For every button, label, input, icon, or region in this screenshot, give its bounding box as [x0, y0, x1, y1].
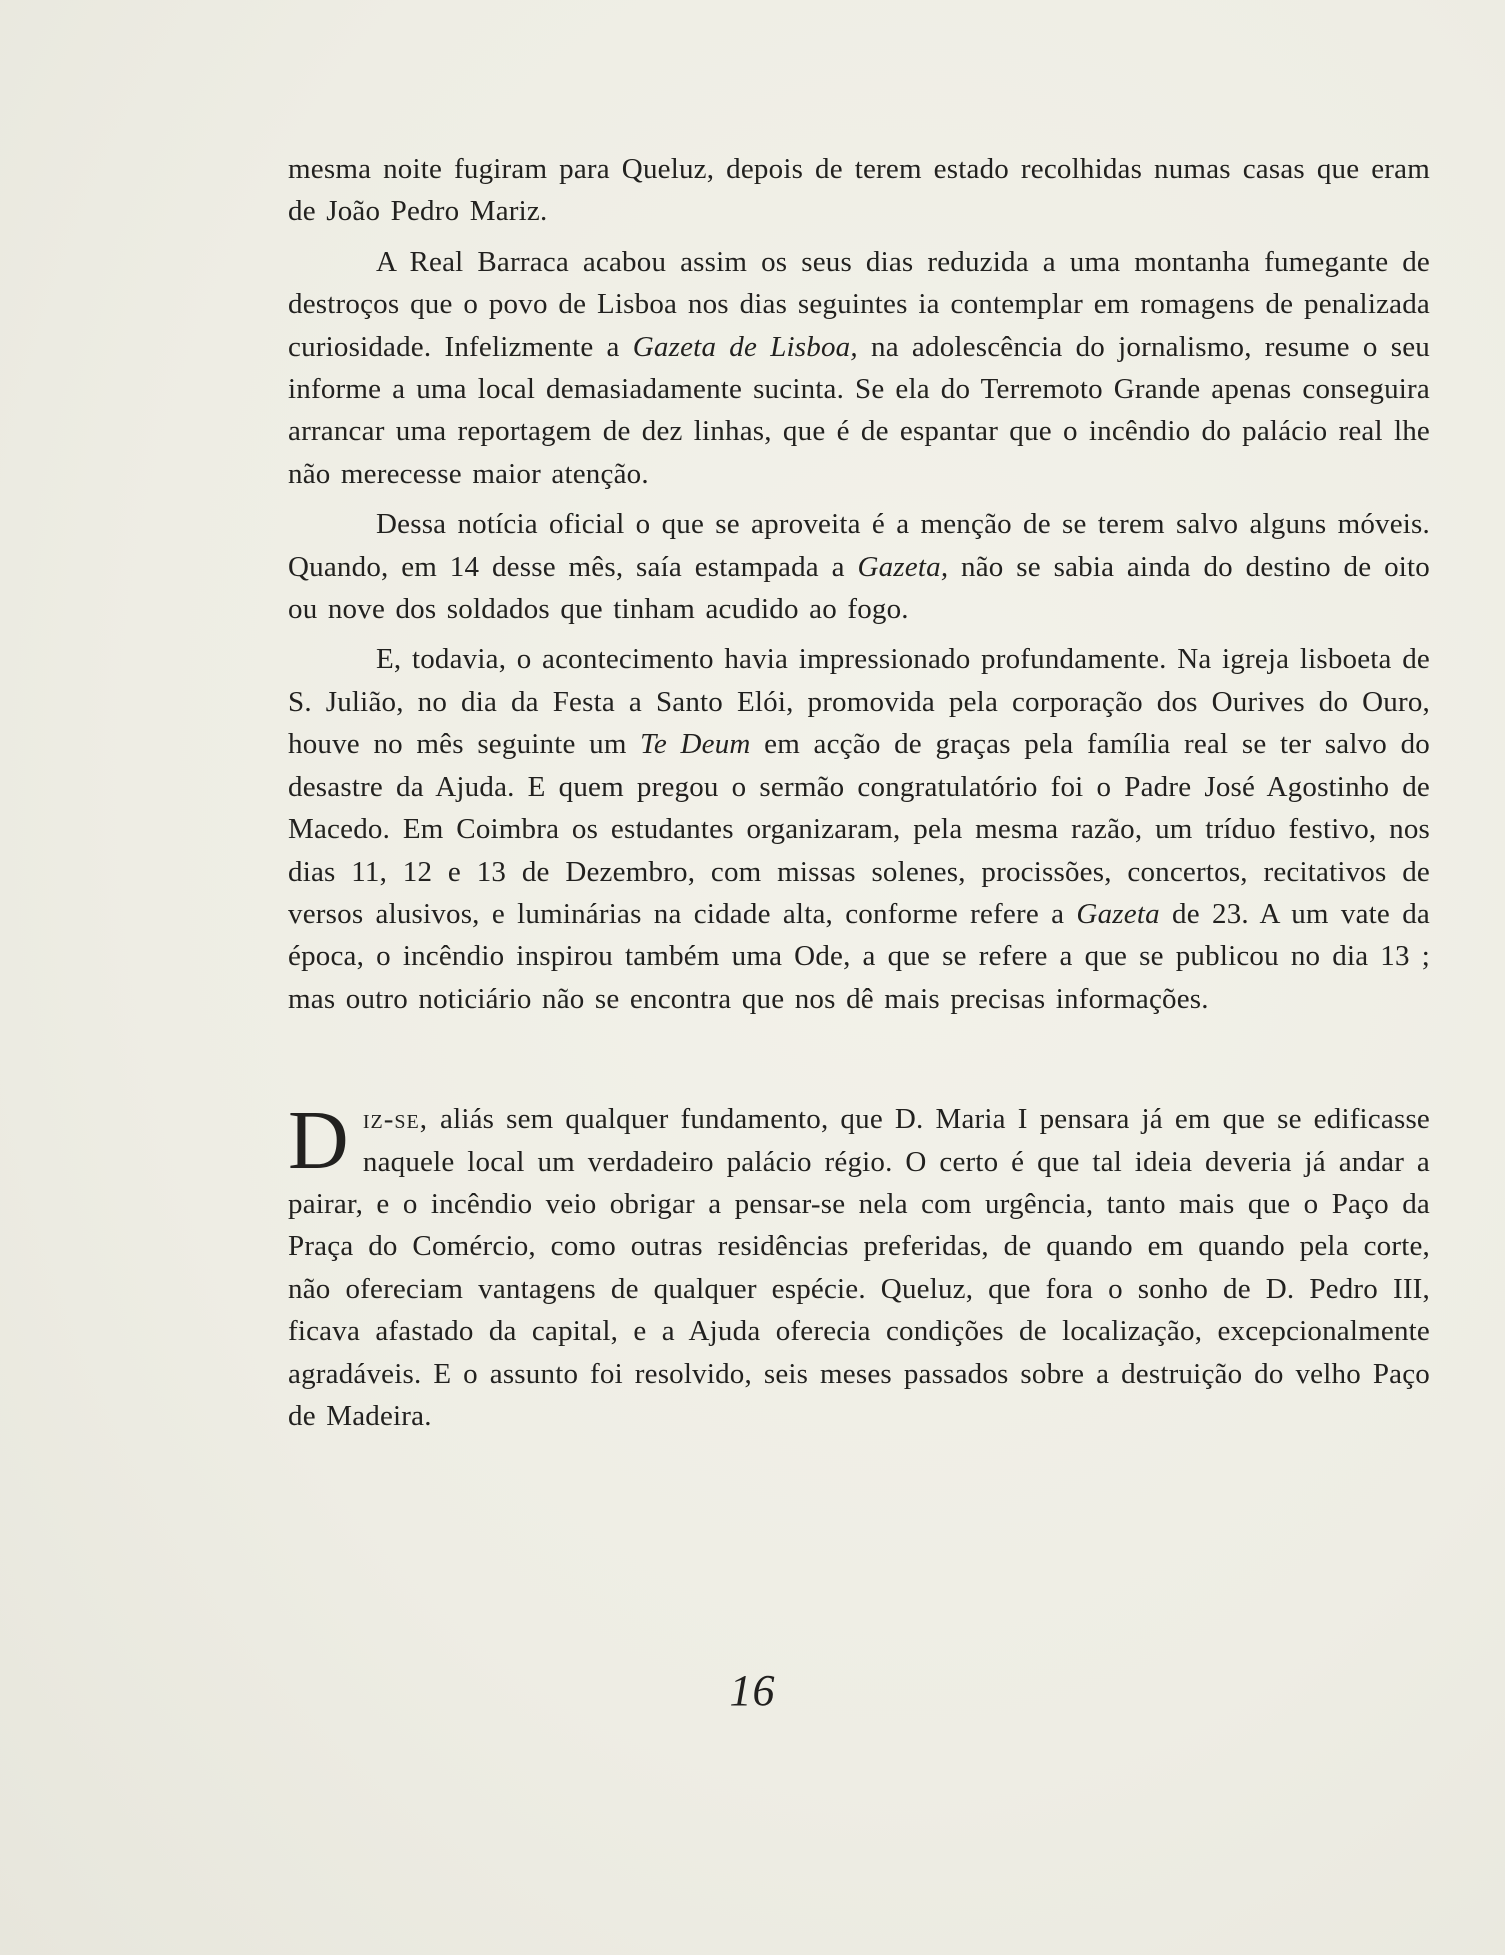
paragraph-4-text-a: E, todavia, o acontecimento havia impressionado profundamente. Na igreja lisboeta de S. Julião, no dia da Festa a Santo Elói, promovida pela corporação dos Ourives do Ouro, houve no mês seguinte um [288, 643, 1430, 761]
section-paragraph-text: aliás sem qualquer fundamento, que D. Maria I pensara já em que se edificasse naquele local um verdadeiro palácio régio. O certo é que tal ideia deveria já andar a pairar, e o incêndio veio obrigar a pensar-se nela com urgência, tanto mais que o Paço da Praça do Comércio, como outras residências preferidas, de quando em quando pela corte, não ofereciam vantagens de qualquer espécie. Queluz, que fora o sonho de D. Pedro III, ficava afastado da capital, e a Ajuda oferecia condições de localização, excepcionalmente agradáveis. E o assunto foi resolvido, seis meses passados sobre a destruição do velho Paço de Madeira. [288, 1103, 1430, 1432]
body-text [288, 148, 1430, 1437]
paragraph-1-text: mesma noite fugiram para Queluz, depois de terem estado recolhidas numas casas que eram de João Pedro Mariz. [288, 153, 1430, 228]
paragraph-1 [288, 148, 1430, 233]
paragraph-2-italic: Gazeta de Lisboa, [632, 330, 858, 363]
page-number: 16 [729, 1666, 776, 1715]
paragraph-4-italic-b: Gazeta [1076, 897, 1160, 930]
paragraph-2 [288, 241, 1430, 495]
paragraph-3 [288, 503, 1430, 630]
paragraph-4-text-c: de 23. A um vate da época, o incêndio inspirou também uma Ode, a que se refere a que se publicou no dia 13 ; mas outro noticiário não se encontra que nos dê mais precisas informações. [288, 897, 1430, 1015]
section-opening-smallcaps: iz-se, [362, 1103, 428, 1136]
section-break [288, 1028, 1430, 1098]
paragraph-2-text-b: na adolescência do jornalismo, resume o seu informe a uma local demasiadamente sucinta. Se ela do Terremoto Grande apenas conseguira arrancar uma reportagem de dez linhas, que é de espantar que o incêndio do palácio real lhe não merecesse maior atenção. [288, 330, 1430, 490]
paragraph-2-text-a: A Real Barraca acabou assim os seus dias reduzida a uma montanha fumegante de destroços que o povo de Lisboa nos dias seguintes ia contemplar em romagens de penalizada curiosidade. Infelizmente a [288, 245, 1430, 363]
paragraph-3-italic: Gazeta, [857, 550, 949, 583]
paragraph-4-italic-a: Te Deum [640, 728, 751, 761]
paragraph-4-text-b: em acção de graças pela família real se ter salvo do desastre da Ajuda. E quem pregou o sermão congratulatório foi o Padre José Agostinho de Macedo. Em Coimbra os estudantes organizaram, pela mesma razão, um tríduo festivo, nos dias 11, 12 e 13 de Dezembro, com missas solenes, procissões, concertos, recitativos de versos alusivos, e luminárias na cidade alta, conforme refere a [288, 728, 1430, 930]
section-paragraph [288, 1094, 1430, 1437]
paragraph-3-text-a: Dessa notícia oficial o que se aproveita é a menção de se terem salvo alguns móveis. Quando, em 14 desse mês, saía estampada a [288, 508, 1430, 583]
drop-cap: D [288, 1094, 349, 1188]
paragraph-3-text-b: não se sabia ainda do destino de oito ou nove dos soldados que tinham acudido ao fogo. [288, 550, 1430, 626]
paragraph-4 [288, 638, 1430, 1020]
